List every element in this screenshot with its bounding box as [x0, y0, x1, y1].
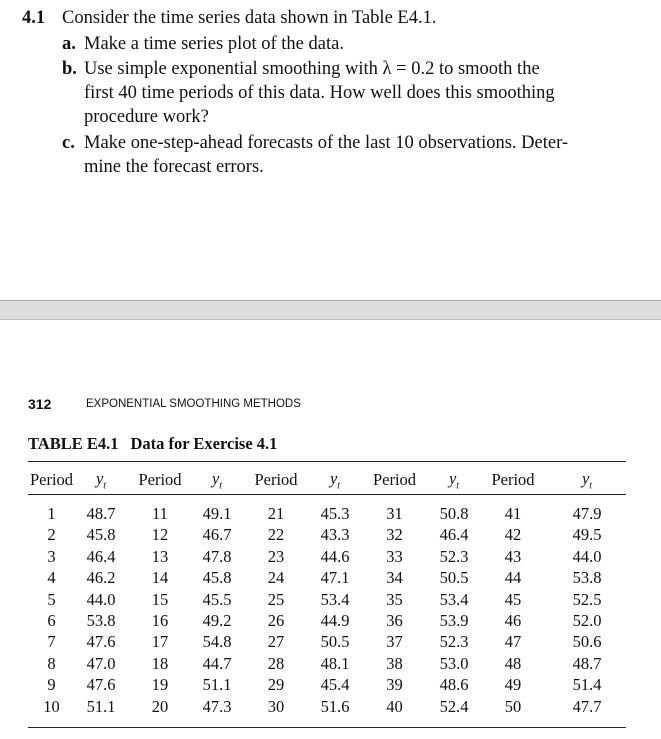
value-cell: 51.4 [572, 675, 602, 695]
value-cell: 47.9 [572, 504, 602, 523]
period-cell: 47 [504, 632, 522, 652]
period-cell: 25 [267, 589, 285, 609]
value-cell: 48.6 [439, 675, 469, 695]
period-cell: 15 [151, 589, 169, 609]
header-yt: $y_t$ [448, 468, 460, 492]
period-cell: 26 [267, 611, 285, 631]
part-c-label: c. [62, 133, 75, 153]
period-cell: 50 [504, 696, 522, 716]
period-cell: 20 [151, 696, 169, 716]
period-cell: 17 [151, 632, 169, 652]
period-cell: 31 [386, 504, 403, 523]
period-cell: 4 [47, 568, 56, 588]
period-cell: 6 [47, 611, 56, 631]
value-cell: 52.4 [439, 696, 469, 716]
table-row [28, 631, 626, 652]
value-cell: 52.3 [439, 546, 469, 566]
header-yt: $y_t$ [581, 468, 593, 492]
period-cell: 35 [386, 589, 403, 609]
period-cell: 37 [386, 632, 403, 652]
period-cell: 30 [267, 696, 285, 716]
value-cell: 45.4 [320, 675, 350, 695]
value-cell: 50.6 [572, 632, 602, 652]
period-cell: 14 [151, 568, 169, 588]
value-cell: 50.5 [439, 568, 469, 588]
table-header-row [28, 466, 626, 494]
period-cell: 22 [267, 525, 285, 545]
value-cell: 53.8 [86, 611, 116, 631]
period-cell: 21 [267, 504, 285, 523]
period-cell: 41 [504, 504, 522, 523]
period-cell: 9 [47, 675, 56, 695]
table-row [28, 494, 626, 524]
table-row [28, 674, 626, 695]
part-b-text-1: Use simple exponential smoothing with λ = 0.2 to smooth the [84, 59, 540, 79]
value-cell: 50.5 [320, 632, 350, 652]
value-cell: 47.0 [86, 653, 116, 673]
value-cell: 49.1 [202, 504, 232, 523]
period-cell: 36 [386, 611, 403, 631]
value-cell: 51.1 [202, 675, 232, 695]
part-b-label: b. [62, 59, 77, 79]
value-cell: 52.0 [572, 611, 602, 631]
period-cell: 33 [386, 546, 403, 566]
exercise-number: 4.1 [22, 8, 46, 28]
period-cell: 12 [151, 525, 169, 545]
value-cell: 50.8 [439, 504, 469, 523]
value-cell: 46.7 [202, 525, 232, 545]
value-cell: 45.3 [320, 504, 350, 523]
part-b-text-2: first 40 time periods of this data. How well does this smoothing [84, 83, 555, 103]
period-cell: 34 [386, 568, 403, 588]
period-cell: 18 [151, 653, 169, 673]
value-cell: 45.8 [86, 525, 116, 545]
value-cell: 44.0 [86, 589, 116, 609]
period-cell: 46 [504, 611, 522, 631]
data-table [28, 466, 626, 717]
value-cell: 47.8 [202, 546, 232, 566]
page-separator [0, 300, 661, 320]
value-cell: 49.2 [202, 611, 232, 631]
period-cell: 49 [504, 675, 522, 695]
period-cell: 39 [386, 675, 403, 695]
page-number: 312 [28, 396, 52, 412]
period-cell: 42 [504, 525, 522, 545]
period-cell: 23 [267, 546, 285, 566]
value-cell: 46.4 [86, 546, 116, 566]
value-cell: 47.6 [86, 632, 116, 652]
value-cell: 47.6 [86, 675, 116, 695]
header-period: Period [254, 470, 298, 489]
part-c-text-2: mine the forecast errors. [84, 157, 264, 177]
part-b-text-3: procedure work? [84, 107, 209, 127]
period-cell: 16 [151, 611, 169, 631]
value-cell: 53.4 [320, 589, 350, 609]
value-cell: 53.0 [439, 653, 469, 673]
running-head: EXPONENTIAL SMOOTHING METHODS [86, 398, 301, 410]
header-period: Period [491, 470, 535, 489]
period-cell: 29 [267, 675, 285, 695]
table-row [28, 610, 626, 631]
header-period: Period [29, 470, 74, 489]
period-cell: 28 [267, 653, 285, 673]
value-cell: 45.8 [202, 568, 232, 588]
table-bottom-rule [28, 727, 626, 728]
period-cell: 7 [47, 632, 56, 652]
value-cell: 53.8 [572, 568, 602, 588]
value-cell: 54.8 [202, 632, 232, 652]
table-row [28, 653, 626, 674]
value-cell: 47.7 [572, 696, 602, 716]
period-cell: 13 [151, 546, 169, 566]
value-cell: 43.3 [320, 525, 350, 545]
value-cell: 46.2 [86, 568, 116, 588]
header-yt: $y_t$ [211, 468, 223, 492]
period-cell: 19 [151, 675, 169, 695]
header-period: Period [138, 470, 182, 489]
value-cell: 53.4 [439, 589, 469, 609]
table-caption [28, 434, 277, 454]
value-cell: 48.1 [320, 653, 350, 673]
period-cell: 8 [47, 653, 56, 673]
period-cell: 11 [152, 504, 168, 523]
value-cell: 49.5 [572, 525, 602, 545]
table-top-rule [28, 461, 626, 462]
period-cell: 10 [43, 696, 60, 716]
period-cell: 27 [267, 632, 285, 652]
header-yt: $y_t$ [329, 468, 341, 492]
value-cell: 47.3 [202, 696, 232, 716]
period-cell: 43 [504, 546, 522, 566]
period-cell: 40 [386, 696, 403, 716]
table-row [28, 696, 626, 717]
value-cell: 53.9 [439, 611, 469, 631]
value-cell: 51.6 [320, 696, 350, 716]
period-cell: 45 [504, 589, 522, 609]
value-cell: 48.7 [572, 653, 602, 673]
period-cell: 48 [504, 653, 522, 673]
period-cell: 5 [47, 589, 56, 609]
value-cell: 44.9 [320, 611, 350, 631]
period-cell: 32 [386, 525, 403, 545]
value-cell: 44.7 [202, 653, 232, 673]
value-cell: 51.1 [86, 696, 116, 716]
exercise-intro: Consider the time series data shown in Table E4.1. [62, 8, 437, 28]
period-cell: 38 [386, 653, 403, 673]
value-cell: 44.0 [572, 546, 602, 566]
value-cell: 45.5 [202, 589, 232, 609]
period-cell: 44 [504, 568, 522, 588]
value-cell: 52.5 [572, 589, 602, 609]
value-cell: 46.4 [439, 525, 469, 545]
value-cell: 48.7 [86, 504, 116, 523]
part-c-text-1: Make one-step-ahead forecasts of the last 10 observations. Deter- [84, 133, 569, 153]
table-row [28, 589, 626, 610]
part-a-text: Make a time series plot of the data. [84, 34, 344, 54]
table-title: Data for Exercise 4.1 [130, 434, 278, 453]
value-cell: 47.1 [320, 568, 350, 588]
period-cell: 2 [47, 525, 56, 545]
value-cell: 44.6 [320, 546, 350, 566]
period-cell: 3 [47, 546, 56, 566]
header-yt: $y_t$ [95, 468, 107, 492]
period-cell: 24 [267, 568, 285, 588]
period-cell: 1 [47, 504, 56, 523]
table-row [28, 524, 626, 545]
table-row [28, 546, 626, 567]
value-cell: 52.3 [439, 632, 469, 652]
table-row [28, 567, 626, 588]
table-label: TABLE E4.1 [28, 434, 119, 453]
header-period: Period [372, 470, 417, 489]
part-a-label: a. [62, 34, 76, 54]
